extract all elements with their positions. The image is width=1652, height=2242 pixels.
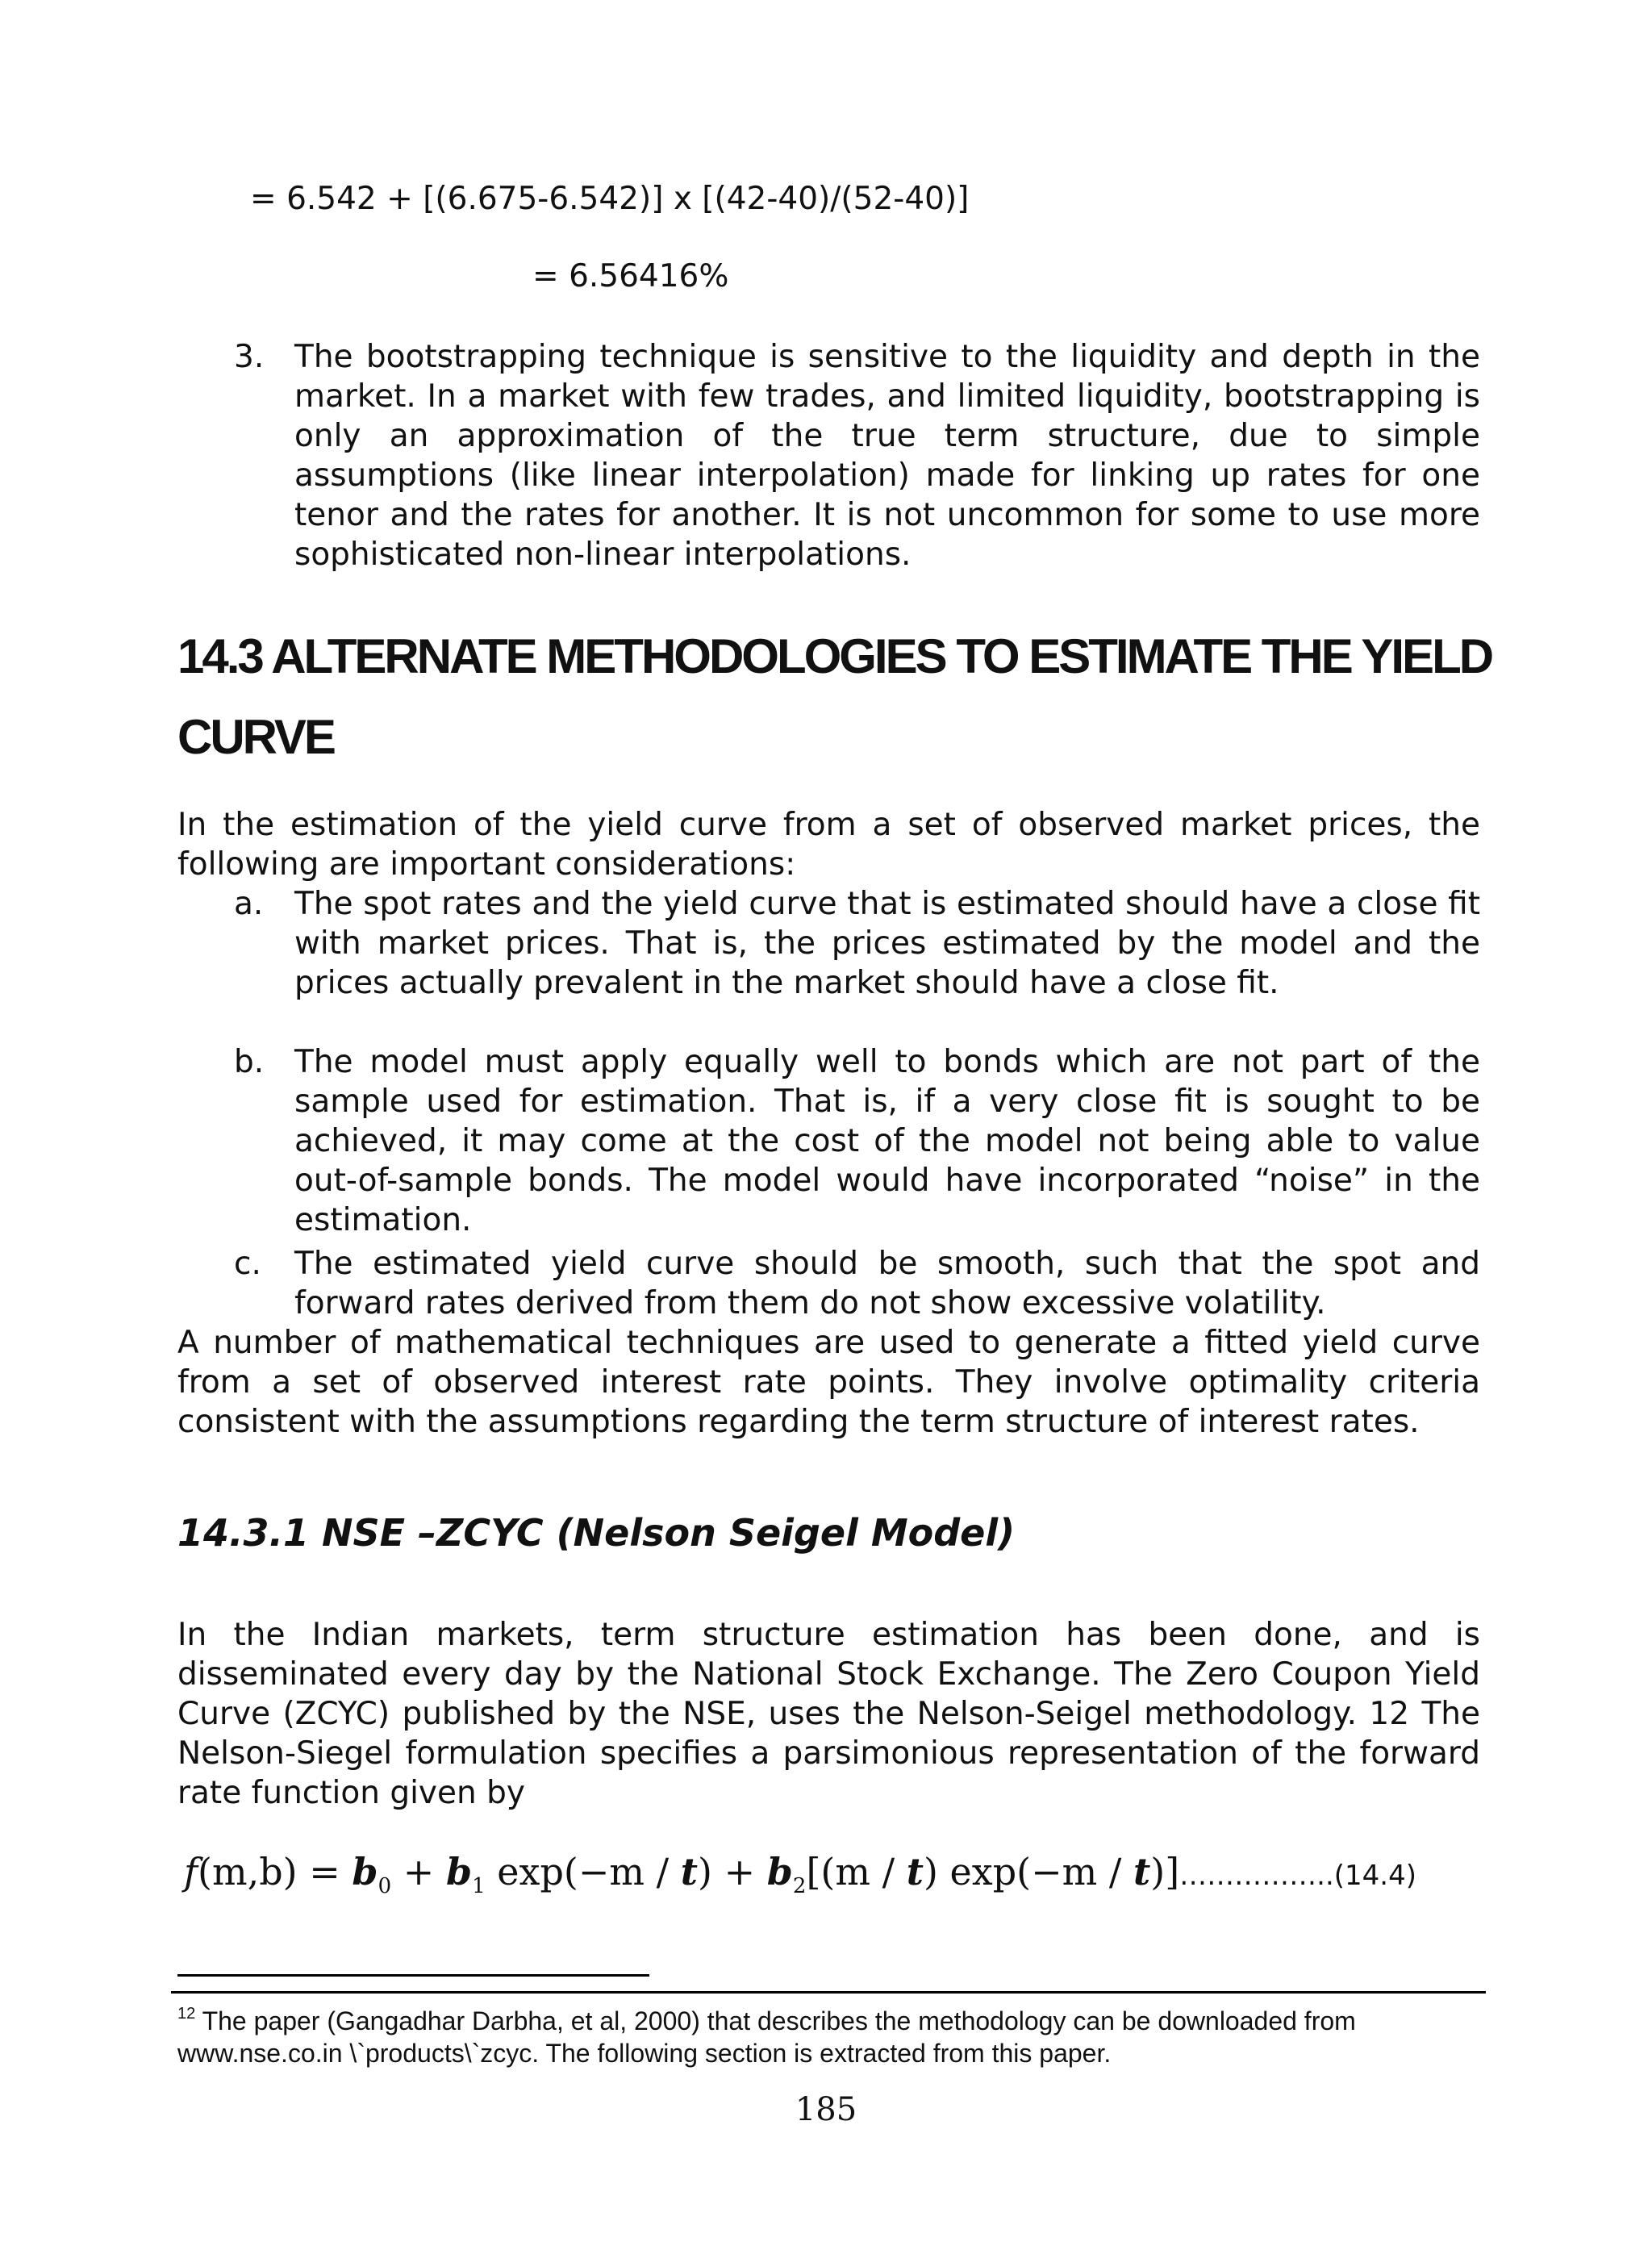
list-item-c — [177, 1244, 1480, 1325]
formula-beta0: b — [352, 1850, 378, 1893]
formula-plus: + — [391, 1850, 446, 1893]
formula-close1: ) + — [698, 1850, 767, 1893]
formula-beta2-sub: 2 — [792, 1874, 807, 1899]
formula-beta2: b — [766, 1850, 793, 1893]
formula-f: f — [184, 1850, 198, 1893]
formula-close2: ) exp(−m / — [923, 1850, 1133, 1893]
list-item-text: The bootstrapping technique is sensitive to the liquidity and depth in the market. In a market with few trades, and limited liquidity, bootstrapping is only an approximation of the true term structure, due to simple assumptions (like linear interpolation) made for linking up rates for one tenor and the rates for another. It is not uncommon for some to use more sophisticated non-linear interpolations. — [294, 339, 1480, 573]
list-item-text: The spot rates and the yield curve that is estimated should have a close fit with market prices. That is, the prices estimated by the model and the prices actually prevalent in the market should have a close fit. — [294, 886, 1480, 1001]
formula-beta1: b — [445, 1850, 473, 1893]
formula-tau2: t — [906, 1850, 924, 1893]
formula-tau3: t — [1133, 1850, 1151, 1893]
formula-beta0-sub: 0 — [378, 1874, 392, 1899]
section-closing-paragraph: A number of mathematical techniques are used to generate a fitted yield curve from a set of observed interest rate points. They involve optimality criteria consistent with the assumptions regarding the term structure of interest rates. — [177, 1325, 1480, 1440]
nelson-siegel-formula — [184, 1847, 1555, 1910]
page-number: 185 — [795, 2091, 857, 2128]
list-item-label: c. — [234, 1246, 261, 1282]
subsection-body-paragraph: In the Indian markets, term structure estimation has been done, and is disseminated every day by the National Stock Exchange. The Zero Coupon Yield Curve (ZCYC) published by the NSE, uses the Nelson-Seigel methodology. 12 The Nelson-Siegel formulation specifies a parsimonious representation of the forward rate function given by — [177, 1617, 1480, 1811]
interpolation-equation-result: = 6.56416% — [532, 258, 729, 294]
formula-close3: )] — [1150, 1850, 1180, 1893]
subsection-heading: 14.3.1 NSE –ZCYC (Nelson Seigel Model) — [177, 1511, 1016, 1555]
footnote-rule — [171, 1991, 1486, 1994]
list-item-label: 3. — [234, 339, 265, 375]
footnote-text: The paper (Gangadhar Darbha, et al, 2000) that describes the methodology can be downloaded from www.nse.co.in \`products\`zcyc. The following section is extracted from this paper. — [177, 2006, 1356, 2068]
list-item-label: a. — [234, 886, 264, 922]
formula-exp1: exp(−m / — [485, 1850, 681, 1893]
interpolation-equation-line1: = 6.542 + [(6.675-6.542)] x [(42-40)/(52-40)] — [250, 181, 970, 217]
formula-args: (m,b) — [198, 1850, 298, 1893]
list-item-3 — [177, 337, 1480, 579]
list-item-b — [177, 1042, 1480, 1244]
formula-tau1: t — [680, 1850, 698, 1893]
formula-number: ……………..(14.4) — [1179, 1860, 1417, 1892]
section-intro-paragraph: In the estimation of the yield curve from a set of observed market prices, the following are important considerations: — [177, 807, 1480, 883]
list-item-label: b. — [234, 1044, 265, 1080]
footnote-mark: 12 — [177, 2005, 196, 2023]
list-item-text: The estimated yield curve should be smooth, such that the spot and forward rates derived from them do not show excessive volatility. — [294, 1246, 1480, 1321]
formula-bracket: [(m / — [806, 1850, 907, 1893]
footnote-separator — [177, 1974, 649, 1977]
formula-equals: = — [297, 1850, 353, 1893]
section-heading: 14.3 ALTERNATE METHODOLOGIES TO ESTIMATE THE YIELD CURVE — [177, 629, 1492, 764]
list-item-a — [177, 884, 1480, 1005]
list-item-text: The model must apply equally well to bonds which are not part of the sample used for estimation. That is, if a very close fit is sought to be achieved, it may come at the cost of the model not being able to value out-of-sample bonds. The model would have incorporated “noise” in the estimation. — [294, 1044, 1480, 1238]
footnote — [177, 1998, 1484, 2069]
formula-beta1-sub: 1 — [472, 1874, 486, 1899]
